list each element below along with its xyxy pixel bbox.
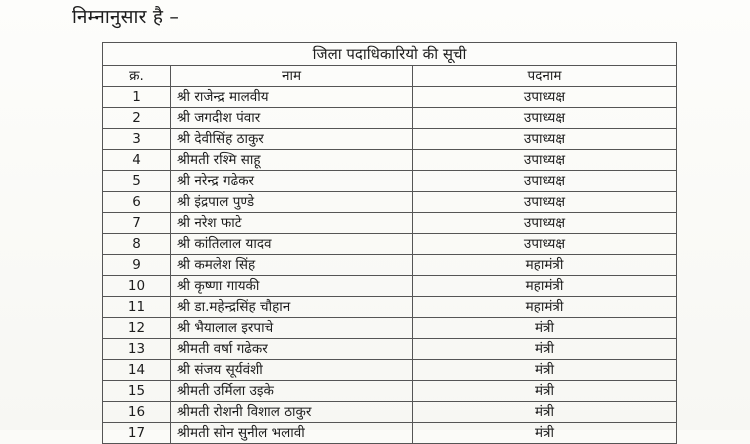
serial-cell: 14 bbox=[103, 360, 171, 381]
table-caption-row bbox=[103, 43, 677, 66]
designation-cell: मंत्री bbox=[413, 318, 677, 339]
table-row bbox=[103, 297, 677, 318]
serial-cell: 13 bbox=[103, 339, 171, 360]
designation-cell: उपाध्यक्ष bbox=[413, 108, 677, 129]
table-row bbox=[103, 318, 677, 339]
table-row bbox=[103, 234, 677, 255]
table-row bbox=[103, 213, 677, 234]
designation-cell: उपाध्यक्ष bbox=[413, 87, 677, 108]
designation-cell: उपाध्यक्ष bbox=[413, 213, 677, 234]
designation-cell: मंत्री bbox=[413, 360, 677, 381]
serial-cell: 12 bbox=[103, 318, 171, 339]
table-body bbox=[103, 87, 677, 444]
name-cell: श्री भैयालाल इरपाचे bbox=[171, 318, 413, 339]
table-row bbox=[103, 360, 677, 381]
designation-cell: उपाध्यक्ष bbox=[413, 234, 677, 255]
table-row bbox=[103, 87, 677, 108]
serial-cell: 17 bbox=[103, 423, 171, 444]
name-cell: श्री जगदीश पंवार bbox=[171, 108, 413, 129]
officers-table-container bbox=[102, 42, 677, 441]
table-row bbox=[103, 423, 677, 444]
name-cell: श्री संजय सूर्यवंशी bbox=[171, 360, 413, 381]
table-row bbox=[103, 171, 677, 192]
designation-cell: उपाध्यक्ष bbox=[413, 192, 677, 213]
officers-table bbox=[102, 42, 677, 444]
designation-cell: महामंत्री bbox=[413, 255, 677, 276]
serial-cell: 7 bbox=[103, 213, 171, 234]
serial-cell: 1 bbox=[103, 87, 171, 108]
name-cell: श्री राजेन्द्र मालवीय bbox=[171, 87, 413, 108]
table-caption: जिला पदाधिकारियो की सूची bbox=[103, 43, 677, 66]
serial-cell: 4 bbox=[103, 150, 171, 171]
name-cell: श्रीमती रोशनी विशाल ठाकुर bbox=[171, 402, 413, 423]
serial-cell: 15 bbox=[103, 381, 171, 402]
name-cell: श्री इंद्रपाल पुण्डे bbox=[171, 192, 413, 213]
name-cell: श्री नरेन्द्र गढेकर bbox=[171, 171, 413, 192]
table-row bbox=[103, 108, 677, 129]
table-row bbox=[103, 339, 677, 360]
header-serial: क्र. bbox=[103, 66, 171, 87]
designation-cell: महामंत्री bbox=[413, 276, 677, 297]
table-row bbox=[103, 255, 677, 276]
designation-cell: मंत्री bbox=[413, 381, 677, 402]
name-cell: श्रीमती वर्षा गढेकर bbox=[171, 339, 413, 360]
designation-cell: मंत्री bbox=[413, 339, 677, 360]
serial-cell: 8 bbox=[103, 234, 171, 255]
name-cell: श्री कृष्णा गायकी bbox=[171, 276, 413, 297]
table-header-row bbox=[103, 66, 677, 87]
designation-cell: मंत्री bbox=[413, 423, 677, 444]
designation-cell: मंत्री bbox=[413, 402, 677, 423]
name-cell: श्रीमती सोन सुनील भलावी bbox=[171, 423, 413, 444]
name-cell: श्री कमलेश सिंह bbox=[171, 255, 413, 276]
name-cell: श्री डा.महेन्द्रसिंह चौहान bbox=[171, 297, 413, 318]
table-row bbox=[103, 381, 677, 402]
serial-cell: 16 bbox=[103, 402, 171, 423]
serial-cell: 2 bbox=[103, 108, 171, 129]
table-row bbox=[103, 150, 677, 171]
designation-cell: उपाध्यक्ष bbox=[413, 150, 677, 171]
name-cell: श्रीमती उर्मिला उइके bbox=[171, 381, 413, 402]
intro-line: निम्नानुसार है – bbox=[72, 6, 180, 28]
name-cell: श्री देवीसिंह ठाकुर bbox=[171, 129, 413, 150]
designation-cell: महामंत्री bbox=[413, 297, 677, 318]
serial-cell: 6 bbox=[103, 192, 171, 213]
table-row bbox=[103, 276, 677, 297]
designation-cell: उपाध्यक्ष bbox=[413, 129, 677, 150]
serial-cell: 10 bbox=[103, 276, 171, 297]
table-row bbox=[103, 402, 677, 423]
header-name: नाम bbox=[171, 66, 413, 87]
header-designation: पदनाम bbox=[413, 66, 677, 87]
table-row bbox=[103, 192, 677, 213]
name-cell: श्री नरेश फाटे bbox=[171, 213, 413, 234]
name-cell: श्रीमती रश्मि साहू bbox=[171, 150, 413, 171]
serial-cell: 9 bbox=[103, 255, 171, 276]
serial-cell: 5 bbox=[103, 171, 171, 192]
serial-cell: 11 bbox=[103, 297, 171, 318]
serial-cell: 3 bbox=[103, 129, 171, 150]
name-cell: श्री कांतिलाल यादव bbox=[171, 234, 413, 255]
table-row bbox=[103, 129, 677, 150]
designation-cell: उपाध्यक्ष bbox=[413, 171, 677, 192]
